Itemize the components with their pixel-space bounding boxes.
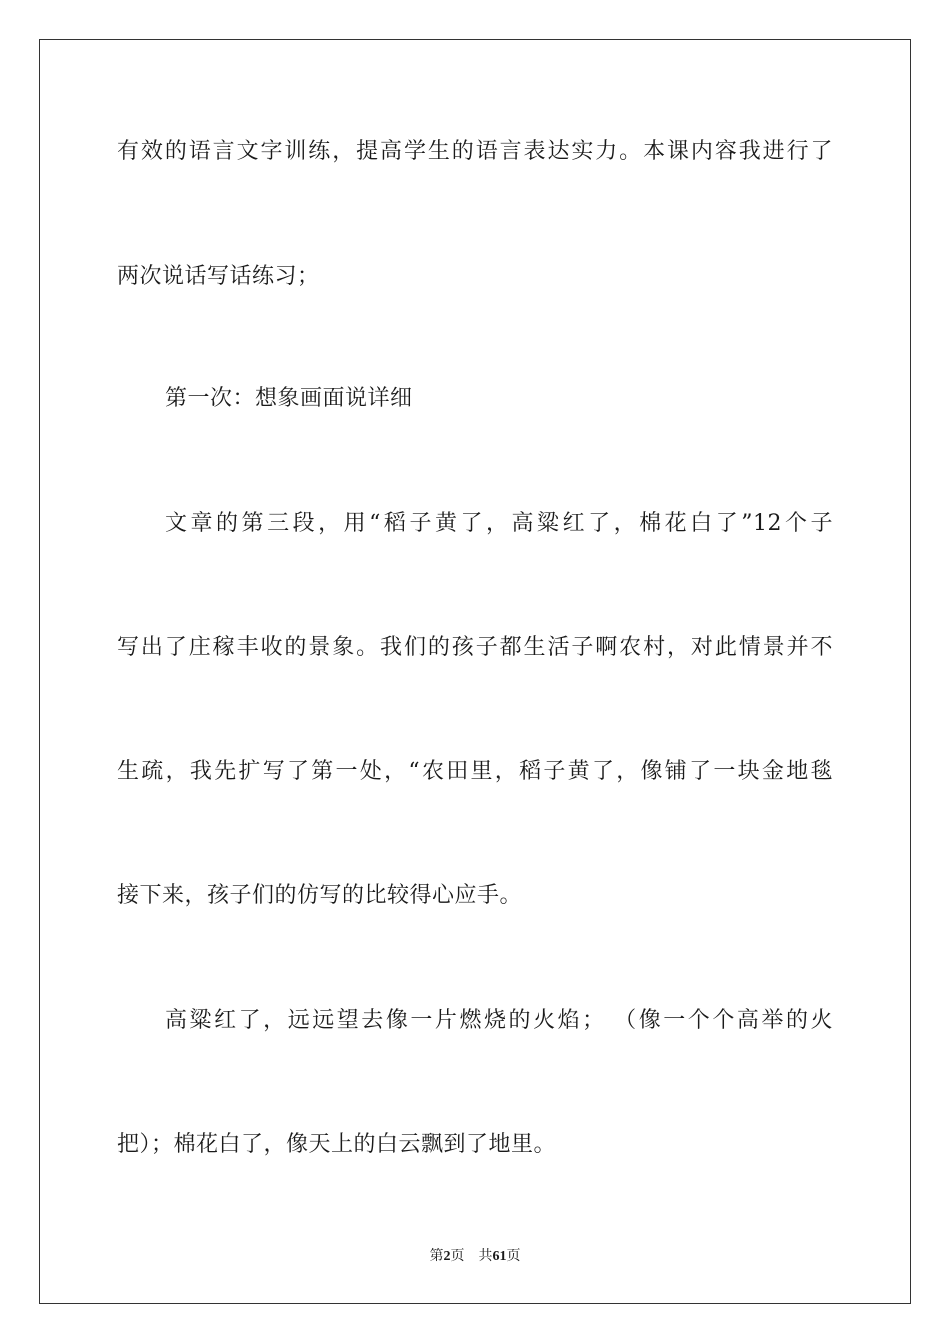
footer-page-mid: 页: [450, 1248, 465, 1264]
paragraph-line-5: 生疏，我先扩写了第一处，“农田里，稻子黄了，像铺了一块金地毯: [117, 759, 833, 784]
footer-page-current: 2: [443, 1249, 451, 1264]
paragraph-line-6: 接下来，孩子们的仿写的比较得心应手。: [117, 883, 523, 908]
page-border: [39, 39, 911, 1304]
paragraph-line-3: 文章的第三段，用“稻子黄了，高粱红了，棉花白了”12个子: [165, 511, 833, 536]
footer-page-total: 61: [492, 1249, 507, 1264]
paragraph-line-8: 把）；棉花白了，像天上的白云飘到了地里。: [117, 1132, 557, 1157]
footer-total-prefix: 共: [478, 1248, 493, 1264]
page-footer: [0, 1247, 950, 1266]
section-heading-first: 第一次：想象画面说详细: [165, 386, 413, 411]
paragraph-line-4: 写出了庄稼丰收的景象。我们的孩子都生活子啊农村，对此情景并不: [117, 635, 833, 660]
footer-total-suffix: 页: [506, 1248, 521, 1264]
paragraph-line-1: 有效的语言文字训练，提高学生的语言表达实力。本课内容我进行了: [117, 139, 833, 164]
footer-page-prefix: 第: [429, 1248, 444, 1264]
paragraph-line-2: 两次说话写话练习；: [117, 264, 320, 289]
paragraph-line-7: 高粱红了，远远望去像一片燃烧的火焰； （像一个个高举的火: [165, 1008, 833, 1033]
